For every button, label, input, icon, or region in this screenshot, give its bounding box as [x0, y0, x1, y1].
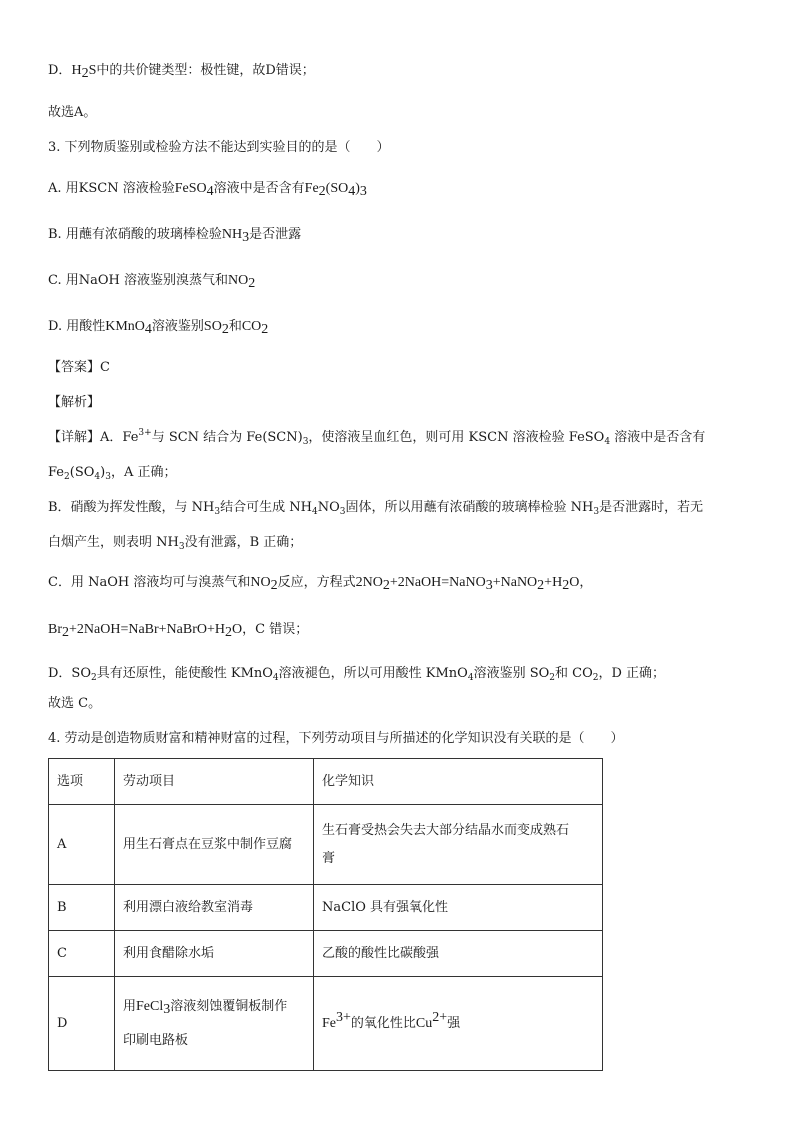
- header-option: 选项: [49, 759, 115, 805]
- q3-detail-c-line2: $Br_2+2NaOH=NaBr+NaBrO+H_2O$，C 错误；: [48, 622, 309, 640]
- row-c-labor: 利用食醋除水垢: [115, 931, 314, 977]
- q3-detail-b-line2: 白烟产生，则表明 $NH_3$没有泄露，B 正确；: [48, 535, 303, 552]
- row-d-labor: 用FeCl$_3$溶液刻蚀覆铜板制作 印刷电路板: [115, 977, 314, 1071]
- row-c-chem: 乙酸的酸性比碳酸强: [314, 931, 603, 977]
- q3-detail-b-line1: B．硝酸为挥发性酸，与 $NH_3$结合可生成 $NH_4NO_3$固体，所以用蘸有浓硝酸的玻璃棒检验 $NH_3$是否泄露时，若无: [48, 500, 704, 517]
- q3-option-d: D. 用酸性KMnO$_4$溶液鉴别$SO_2$和$CO_2$: [48, 319, 269, 337]
- q3-detail-a-line1: 【详解】A．$Fe^{3+}$与 SCN 结合为 $Fe(SCN)_3$，使溶液呈血红色，则可用 KSCN 溶液检验 FeSO$_4$ 溶液中是否含有: [48, 428, 706, 447]
- q2-option-d-conclusion: D．$H_2S$中的共价键类型：极性键，故D错误；: [48, 63, 315, 81]
- q3-detail-c-line1: C．用 NaOH 溶液均可与溴蒸气和$NO_2$反应，方程式$2NO_2+2NaOH=NaNO_3+NaNO_2+H_2O$，: [48, 575, 593, 593]
- q3-stem: 3. 下列物质鉴别或检验方法不能达到实验目的的是（ ）: [48, 140, 390, 155]
- row-d-option: D: [49, 977, 115, 1071]
- q4-table: [48, 758, 603, 1071]
- row-b-chem: NaClO 具有强氧化性: [314, 885, 603, 931]
- q3-option-a: A. 用KSCN 溶液检验FeSO$_4$溶液中是否含有$Fe_2(SO_4)_3$: [48, 181, 367, 199]
- row-a-labor: 用生石膏点在豆浆中制作豆腐: [115, 805, 314, 885]
- row-d-chem: $Fe^{3+}$的氧化性比$Cu^{2+}$强: [314, 977, 603, 1071]
- q3-choose: 故选 C。: [48, 696, 102, 711]
- table-row: [49, 931, 603, 977]
- row-c-option: C: [49, 931, 115, 977]
- q3-detail-a-line2: $Fe_2(SO_4)_3$，A 正确；: [48, 465, 177, 482]
- q3-detail-d: D．$SO_2$具有还原性，能使酸性 KMnO$_4$溶液褪色，所以可用酸性 KMnO$_4$溶液鉴别 $SO_2$和 $CO_2$，D 正确；: [48, 666, 666, 683]
- row-b-labor: 利用漂白液给教室消毒: [115, 885, 314, 931]
- q3-analysis-heading: 【解析】: [48, 395, 101, 410]
- q3-answer: 【答案】C: [48, 360, 110, 375]
- header-labor: 劳动项目: [115, 759, 314, 805]
- table-row: [49, 885, 603, 931]
- table-row: [49, 977, 603, 1071]
- header-chem: 化学知识: [314, 759, 603, 805]
- q4-stem: 4. 劳动是创造物质财富和精神财富的过程，下列劳动项目与所描述的化学知识没有关联的是（ ）: [48, 731, 624, 746]
- q3-option-b: B. 用蘸有浓硝酸的玻璃棒检验$NH_3$是否泄露: [48, 227, 302, 245]
- row-a-option: A: [49, 805, 115, 885]
- q2-choose: 故选A。: [48, 105, 97, 120]
- q3-option-c: C. 用NaOH 溶液鉴别溴蒸气和$NO_2$: [48, 273, 256, 291]
- table-header-row: [49, 759, 603, 805]
- row-a-chem: 生石膏受热会失去大部分结晶水而变成熟石 膏: [314, 805, 603, 885]
- table-row: [49, 805, 603, 885]
- row-b-option: B: [49, 885, 115, 931]
